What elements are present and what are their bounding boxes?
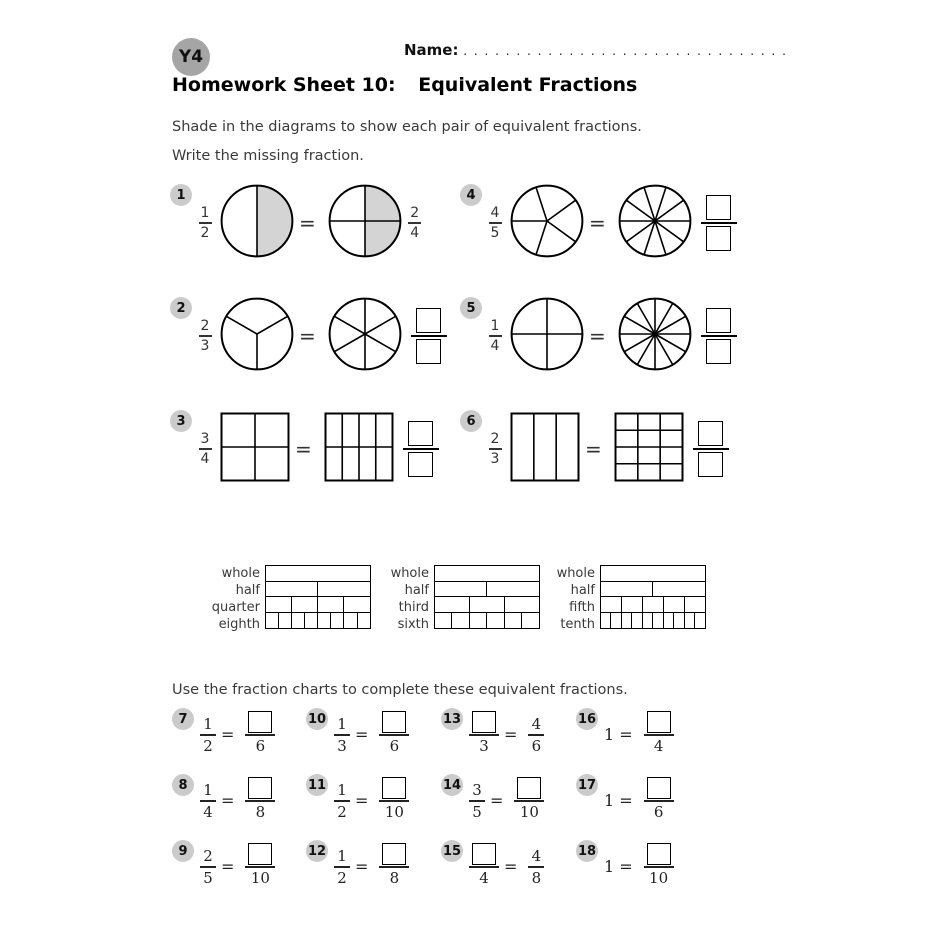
numerator-answer-box[interactable] — [472, 711, 496, 733]
given-fraction-bar — [199, 222, 212, 224]
rhs-fraction-denominator: 4 — [653, 736, 664, 755]
equation-problem-18 — [576, 840, 716, 892]
lhs-fraction — [334, 773, 350, 827]
page-title-main: Equivalent Fractions — [418, 74, 638, 96]
given-fraction-numerator: 1 — [200, 205, 210, 222]
lhs-fraction-whole-number: 1 — [604, 856, 615, 876]
given-fraction-denominator: 4 — [200, 450, 210, 467]
chart-cell — [317, 596, 345, 613]
instruction-write: Write the missing fraction. — [172, 148, 364, 164]
lhs-fraction-numerator: 1 — [337, 781, 347, 800]
denominator-answer-box[interactable] — [698, 452, 723, 477]
diagram-problem-1 — [170, 184, 460, 262]
problem-number-badge: 12 — [306, 840, 328, 862]
denominator-answer-box[interactable] — [706, 226, 731, 251]
rhs-fraction-numerator — [382, 707, 406, 734]
rhs-fraction-denominator: 10 — [519, 802, 539, 821]
rhs-fraction-numerator — [647, 839, 671, 866]
chart-cell — [486, 612, 505, 629]
chart-table — [600, 565, 706, 633]
problem-number-badge: 3 — [170, 410, 192, 432]
lhs-fraction-whole-number: 1 — [604, 790, 615, 810]
problem-number-badge: 4 — [460, 184, 482, 206]
right-diagram-6-slices[interactable] — [328, 297, 402, 375]
chart-row-label-whole: whole — [556, 566, 595, 581]
chart-row-label-whole: whole — [221, 566, 260, 581]
chart-row-whole — [434, 565, 540, 582]
rhs-fraction — [528, 707, 544, 761]
lhs-fraction-numerator — [472, 707, 496, 734]
equation-problem-9 — [172, 840, 306, 892]
equals-sign: = — [221, 856, 235, 876]
equals-sign: = — [221, 790, 235, 810]
rhs-fraction — [528, 839, 544, 893]
lhs-fraction-numerator: 1 — [203, 715, 213, 734]
rhs-fraction-denominator: 6 — [531, 736, 542, 755]
rhs-fraction-denominator: 8 — [389, 868, 400, 887]
lhs-fraction-denominator: 5 — [203, 868, 213, 887]
numerator-answer-box[interactable] — [647, 843, 671, 865]
given-fraction — [197, 205, 213, 241]
fraction-bar — [411, 335, 447, 337]
left-diagram-3x1-grid[interactable] — [510, 412, 580, 486]
left-diagram-2x2-grid[interactable] — [220, 412, 290, 486]
numerator-answer-box[interactable] — [706, 308, 731, 333]
chart-row-half — [265, 581, 371, 598]
equals-sign: = — [355, 790, 369, 810]
given-fraction — [197, 318, 213, 354]
rhs-fraction — [379, 707, 409, 761]
name-label: Name: — [404, 41, 459, 59]
numerator-answer-box[interactable] — [382, 711, 406, 733]
given-fraction-numerator: 2 — [200, 318, 210, 335]
rhs-fraction-numerator — [382, 773, 406, 800]
chart-labels — [368, 565, 434, 633]
chart-row-sixth — [434, 612, 540, 629]
chart-row-label-eighth: eighth — [218, 617, 260, 632]
equals-sign: = — [221, 724, 235, 744]
rhs-fraction — [379, 773, 409, 827]
answer-fraction-bar — [408, 222, 421, 224]
problem-number-badge: 5 — [460, 297, 482, 319]
equation-problem-10 — [306, 708, 441, 760]
chart-cell — [642, 596, 664, 613]
given-fraction-numerator: 1 — [490, 318, 500, 335]
rhs-fraction-numerator — [248, 773, 272, 800]
rhs-fraction-denominator: 6 — [255, 736, 266, 755]
lhs-fraction-denominator: 2 — [337, 802, 347, 821]
given-fraction-numerator: 4 — [490, 205, 500, 222]
problem-number-badge: 2 — [170, 297, 192, 319]
answer-fraction-denominator: 4 — [410, 224, 420, 241]
chart-row-quarter — [265, 596, 371, 613]
right-diagram-10-slices[interactable] — [618, 184, 692, 262]
lhs-fraction — [469, 773, 485, 827]
equation-problem-7 — [172, 708, 306, 760]
given-fraction-numerator: 3 — [200, 431, 210, 448]
equals-sign: = — [589, 211, 606, 235]
lhs-fraction — [469, 707, 499, 761]
chart-row-third — [434, 596, 540, 613]
equals-sign: = — [619, 790, 633, 810]
lhs-fraction — [200, 773, 216, 827]
chart-row-eighth — [265, 612, 371, 629]
equation-problems-section — [172, 708, 716, 892]
diagram-problem-2 — [170, 297, 460, 375]
numerator-answer-box[interactable] — [248, 843, 272, 865]
equals-sign: = — [504, 724, 518, 744]
rhs-fraction-numerator: 4 — [531, 847, 542, 866]
chart-row-label-half: half — [404, 583, 429, 598]
name-write-line[interactable]: . . . . . . . . . . . . . . . . . . . . . . . . . . . . . . . — [463, 44, 788, 58]
equation-problem-8 — [172, 774, 306, 826]
chart-row-label-whole: whole — [390, 566, 429, 581]
chart-row-fifth — [600, 596, 706, 613]
given-fraction-bar — [489, 448, 502, 450]
chart-row-label-fifth: fifth — [569, 600, 595, 615]
rhs-fraction-denominator: 8 — [531, 868, 542, 887]
chart-cell — [600, 581, 654, 598]
answer-fraction-numerator: 2 — [410, 205, 420, 222]
rhs-fraction-numerator — [382, 839, 406, 866]
numerator-answer-box[interactable] — [382, 777, 406, 799]
lhs-fraction — [469, 839, 499, 893]
numerator-answer-box[interactable] — [517, 777, 541, 799]
rhs-fraction-numerator — [248, 839, 272, 866]
lhs-fraction-denominator: 3 — [479, 736, 489, 755]
equals-sign: = — [585, 437, 602, 461]
rhs-fraction-denominator: 6 — [653, 802, 664, 821]
lhs-fraction-denominator: 2 — [203, 736, 213, 755]
lhs-fraction-numerator: 1 — [203, 781, 213, 800]
year-level-badge: Y4 — [172, 38, 210, 76]
problem-number-badge: 16 — [576, 708, 598, 730]
chart-cell — [434, 565, 540, 582]
answer-boxes — [700, 195, 738, 251]
lhs-fraction-numerator: 2 — [203, 847, 213, 866]
numerator-answer-box[interactable] — [382, 843, 406, 865]
lhs-fraction-denominator: 5 — [472, 802, 482, 821]
chart-row-tenth — [600, 612, 706, 629]
numerator-answer-box[interactable] — [647, 711, 671, 733]
problem-number-badge: 1 — [170, 184, 192, 206]
chart-row-label-quarter: quarter — [211, 600, 260, 615]
instruction-use-charts: Use the fraction charts to complete these equivalent fractions. — [172, 682, 628, 698]
chart-cell — [265, 596, 293, 613]
left-diagram-5-slices[interactable] — [510, 184, 584, 262]
chart-row-whole — [265, 565, 371, 582]
equals-sign: = — [504, 856, 518, 876]
problem-number-badge: 6 — [460, 410, 482, 432]
equation-problem-14 — [441, 774, 576, 826]
rhs-fraction-denominator: 10 — [250, 868, 270, 887]
right-diagram-4-slices[interactable] — [328, 184, 402, 262]
chart-cell — [486, 581, 540, 598]
denominator-answer-box[interactable] — [706, 339, 731, 364]
equals-sign: = — [299, 324, 316, 348]
rhs-fraction-denominator: 8 — [255, 802, 266, 821]
chart-cell — [317, 581, 371, 598]
problem-number-badge: 15 — [441, 840, 463, 862]
numerator-answer-box[interactable] — [706, 195, 731, 220]
rhs-fraction — [644, 839, 674, 893]
rhs-fraction-numerator: 4 — [531, 715, 542, 734]
chart-row-half — [600, 581, 706, 598]
given-fraction-bar — [199, 335, 212, 337]
answer-boxes — [692, 421, 730, 477]
fraction-bar — [403, 448, 439, 450]
chart-row-label-tenth: tenth — [560, 617, 595, 632]
answer-fraction — [407, 205, 423, 241]
equals-sign: = — [355, 856, 369, 876]
chart-cell — [434, 581, 488, 598]
rhs-fraction-numerator — [647, 707, 671, 734]
left-diagram-4-slices[interactable] — [510, 297, 584, 375]
numerator-answer-box[interactable] — [248, 777, 272, 799]
lhs-fraction-denominator: 4 — [479, 868, 489, 887]
lhs-fraction-denominator: 4 — [203, 802, 213, 821]
rhs-fraction — [514, 773, 544, 827]
equation-problem-12 — [306, 840, 441, 892]
given-fraction-bar — [489, 222, 502, 224]
chart-cell — [652, 581, 706, 598]
equals-sign: = — [619, 856, 633, 876]
problem-number-badge: 9 — [172, 840, 194, 862]
numerator-answer-box[interactable] — [472, 843, 496, 865]
chart-cell — [600, 565, 706, 582]
answer-boxes — [402, 421, 440, 477]
given-fraction — [197, 431, 213, 467]
chart-row-label-sixth: sixth — [397, 617, 429, 632]
rhs-fraction-numerator — [517, 773, 541, 800]
chart-cell — [265, 581, 319, 598]
chart-cell — [434, 612, 453, 629]
chart-cell — [684, 596, 706, 613]
chart-cell — [434, 596, 470, 613]
equals-sign: = — [355, 724, 369, 744]
rhs-fraction-numerator — [248, 707, 272, 734]
page-title — [172, 74, 637, 96]
chart-cell — [343, 596, 371, 613]
equation-problem-13 — [441, 708, 576, 760]
lhs-fraction — [334, 707, 350, 761]
chart-cell — [694, 612, 706, 629]
diagram-problem-4 — [460, 184, 752, 262]
chart-row-half — [434, 581, 540, 598]
chart-cell — [451, 612, 470, 629]
fraction-bar — [701, 222, 737, 224]
equals-sign: = — [589, 324, 606, 348]
problem-number-badge: 18 — [576, 840, 598, 862]
diagram-problems-section — [170, 184, 752, 488]
numerator-answer-box[interactable] — [647, 777, 671, 799]
equals-sign: = — [299, 211, 316, 235]
chart-row-label-half: half — [235, 583, 260, 598]
rhs-fraction — [644, 773, 674, 827]
problem-number-badge: 11 — [306, 774, 328, 796]
right-diagram-3x4-grid[interactable] — [614, 412, 684, 486]
equation-problem-17 — [576, 774, 716, 826]
given-fraction-numerator: 2 — [490, 431, 500, 448]
left-diagram-3-slices[interactable] — [220, 297, 294, 375]
given-fraction-denominator: 4 — [490, 337, 500, 354]
chart-row-whole — [600, 565, 706, 582]
rhs-fraction — [379, 839, 409, 893]
rhs-fraction-denominator: 10 — [649, 868, 669, 887]
name-row — [404, 41, 787, 59]
rhs-fraction — [245, 707, 275, 761]
given-fraction-denominator: 3 — [490, 450, 500, 467]
chart-cell — [504, 612, 523, 629]
rhs-fraction — [245, 773, 275, 827]
chart-cell — [469, 612, 488, 629]
chart-row-label-half: half — [570, 583, 595, 598]
lhs-fraction-whole-number: 1 — [604, 724, 615, 744]
equation-problem-15 — [441, 840, 576, 892]
problem-number-badge: 7 — [172, 708, 194, 730]
rhs-fraction — [245, 839, 275, 893]
given-fraction-denominator: 5 — [490, 224, 500, 241]
rhs-fraction-numerator — [647, 773, 671, 800]
rhs-fraction-denominator: 10 — [384, 802, 404, 821]
problem-number-badge: 13 — [441, 708, 463, 730]
chart-row-label-third: third — [398, 600, 429, 615]
chart-labels — [534, 565, 600, 633]
given-fraction-denominator: 3 — [200, 337, 210, 354]
chart-cell — [621, 596, 643, 613]
chart-table — [434, 565, 540, 633]
page-title-prefix: Homework Sheet 10: — [172, 74, 396, 96]
lhs-fraction — [334, 839, 350, 893]
lhs-fraction-numerator: 3 — [472, 781, 482, 800]
numerator-answer-box[interactable] — [416, 308, 441, 333]
given-fraction-denominator: 2 — [200, 224, 210, 241]
right-diagram-12-slices[interactable] — [618, 297, 692, 375]
chart-cell — [291, 596, 319, 613]
equation-problem-11 — [306, 774, 441, 826]
right-diagram-4x2-grid[interactable] — [324, 412, 394, 486]
numerator-answer-box[interactable] — [408, 421, 433, 446]
left-diagram-2-slices[interactable] — [220, 184, 294, 262]
instruction-shade: Shade in the diagrams to show each pair of equivalent fractions. — [172, 119, 642, 135]
diagram-problem-3 — [170, 410, 460, 488]
lhs-fraction-numerator: 1 — [337, 847, 347, 866]
diagram-problem-5 — [460, 297, 752, 375]
equation-problem-16 — [576, 708, 716, 760]
chart-table — [265, 565, 371, 633]
fraction-bar — [693, 448, 729, 450]
lhs-fraction — [200, 707, 216, 761]
fraction-chart-2 — [368, 565, 540, 633]
chart-cell — [265, 565, 371, 582]
fraction-chart-1 — [199, 565, 371, 633]
chart-cell — [469, 596, 505, 613]
given-fraction — [487, 318, 503, 354]
fraction-bar — [701, 335, 737, 337]
rhs-fraction-denominator: 6 — [389, 736, 400, 755]
answer-boxes — [700, 308, 738, 364]
equals-sign: = — [295, 437, 312, 461]
problem-number-badge: 17 — [576, 774, 598, 796]
numerator-answer-box[interactable] — [698, 421, 723, 446]
equals-sign: = — [490, 790, 504, 810]
chart-cell — [600, 596, 622, 613]
lhs-fraction-denominator: 2 — [337, 868, 347, 887]
lhs-fraction-denominator: 3 — [337, 736, 347, 755]
problem-number-badge: 14 — [441, 774, 463, 796]
lhs-fraction — [200, 839, 216, 893]
chart-cell — [663, 596, 685, 613]
lhs-fraction-numerator: 1 — [337, 715, 347, 734]
denominator-answer-box[interactable] — [416, 339, 441, 364]
given-fraction — [487, 431, 503, 467]
equals-sign: = — [619, 724, 633, 744]
problem-number-badge: 10 — [306, 708, 328, 730]
rhs-fraction — [644, 707, 674, 761]
lhs-fraction-numerator — [472, 839, 496, 866]
chart-labels — [199, 565, 265, 633]
diagram-problem-6 — [460, 410, 752, 488]
numerator-answer-box[interactable] — [248, 711, 272, 733]
given-fraction-bar — [199, 448, 212, 450]
denominator-answer-box[interactable] — [408, 452, 433, 477]
given-fraction — [487, 205, 503, 241]
problem-number-badge: 8 — [172, 774, 194, 796]
given-fraction-bar — [489, 335, 502, 337]
fraction-chart-3 — [534, 565, 706, 633]
answer-boxes — [410, 308, 448, 364]
